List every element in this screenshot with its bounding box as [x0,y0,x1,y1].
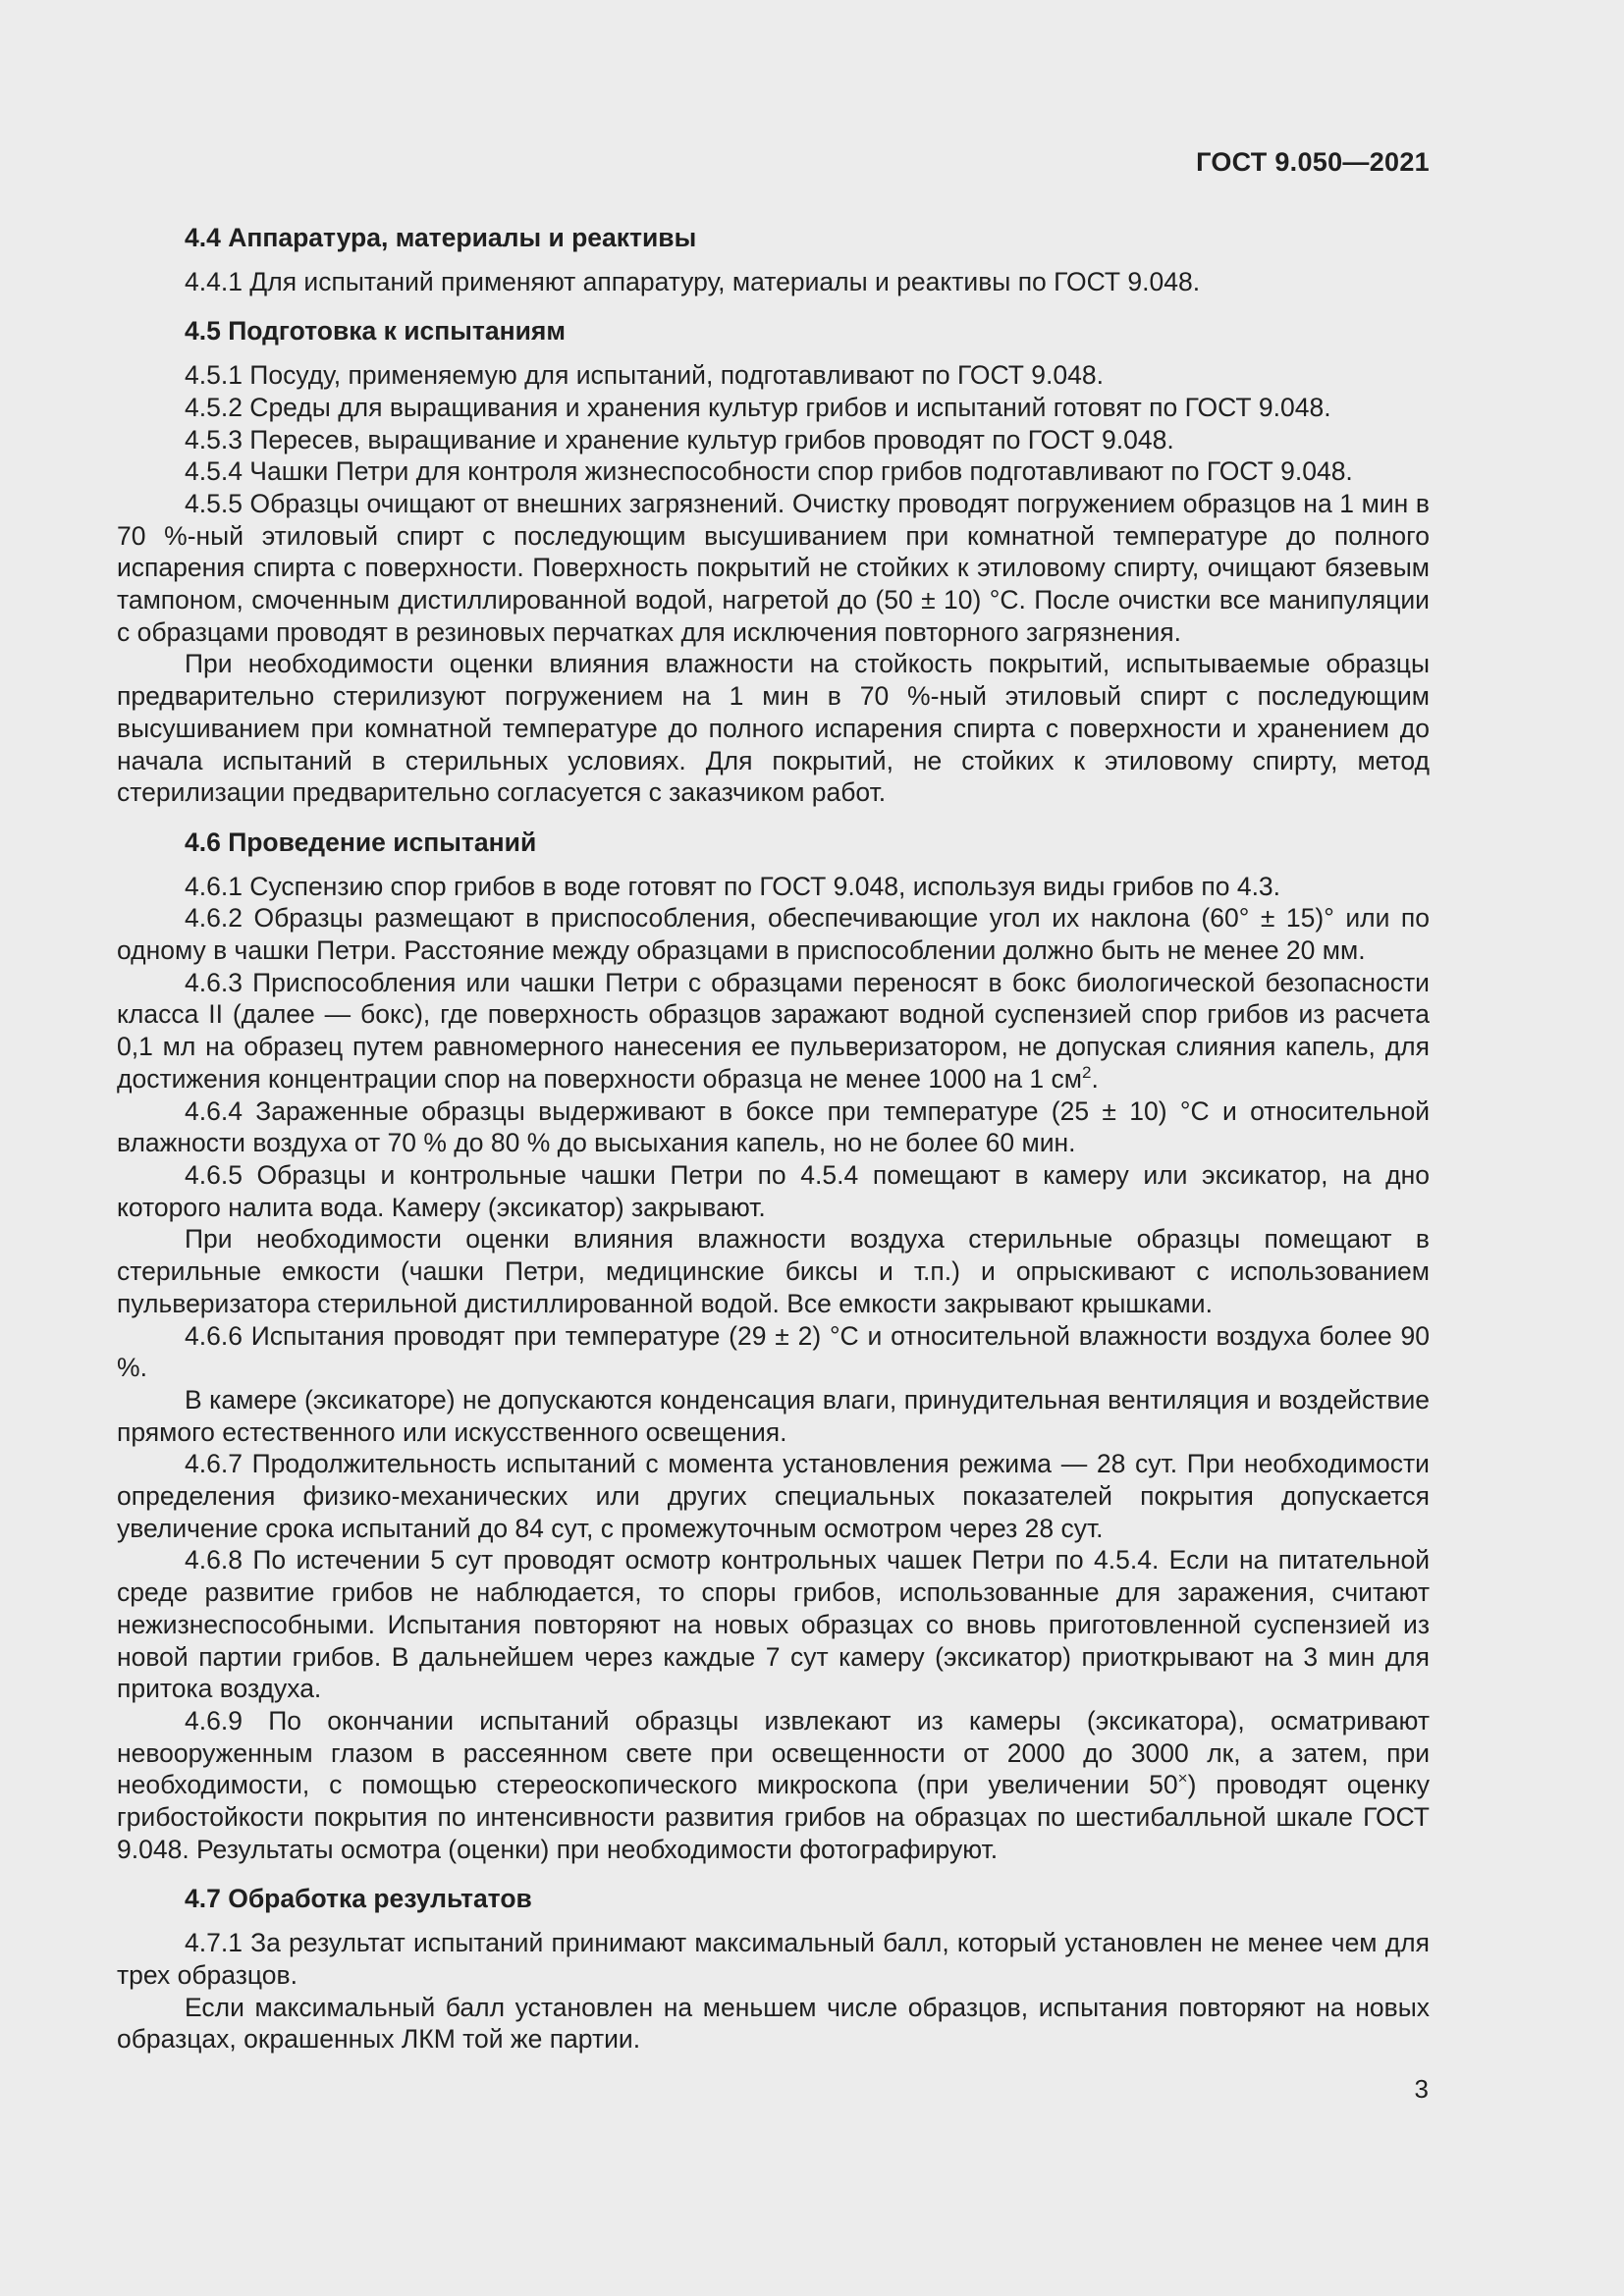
paragraph-4-6-9-text: 4.6.9 По окончании испытаний образцы извлекают из камеры (эксикатора), осматривают невооруженным глазом в рассеянном свете при освещенности от 2000 до 3000 лк, а затем, при необходимости, с помощью стереоскопического микроскопа (при увеличении 50 [117,1705,1430,1800]
paragraph-4-6-4: 4.6.4 Зараженные образцы выдерживают в боксе при температуре (25 ± 10) °С и относительной влажности воздуха от 70 % до 80 % до высыхания капель, но не более 60 мин. [117,1095,1430,1158]
section-heading-4-4: 4.4 Аппаратура, материалы и реактивы [185,223,697,252]
section-heading-4-5: 4.5 Подготовка к испытаниям [185,316,566,347]
superscript-squared: 2 [1081,1063,1092,1083]
paragraph-4-5-5-sterilization: При необходимости оценки влияния влажности на стойкость покрытий, испытываемые образцы предварительно стерилизуют погружением на 1 мин в 70 %-ный этиловый спирт с последующим высушиванием при комнатной температуре до полного испарения спирта с поверхности и хранением до начала испытаний в стерильных условиях. Для покрытий, не стойких к этиловому спирту, метод стерилизации предварительно согласуется с заказчиком работ. [117,649,1430,808]
paragraph-4-6-6-chamber: В камере (эксикаторе) не допускаются конденсация влаги, принудительная вентиляция и воздействие прямого естественного или искусственного освещения. [117,1384,1430,1447]
paragraph-4-6-3-end: . [1091,1063,1099,1094]
paragraph-4-6-1: 4.6.1 Суспензию спор грибов в воде готовят по ГОСТ 9.048, используя виды грибов по 4.3. [185,871,1281,901]
paragraph-4-6-9 [117,1705,1430,1866]
paragraph-4-6-5-humidity: При необходимости оценки влияния влажности воздуха стерильные образцы помещают в стерильные емкости (чашки Петри, медицинские биксы и т.п.) и опрыскивают с использованием пульверизатора стерильной дистиллированной водой. Все емкости закрывают крышками. [117,1224,1430,1318]
paragraph-4-6-7: 4.6.7 Продолжительность испытаний с момента установления режима — 28 сут. При необходимости определения физико-механических или других специальных показателей покрытия допускается увеличение срока испытаний до 84 сут, с промежуточным осмотром через 28 сут. [117,1449,1430,1543]
paragraph-4-5-4: 4.5.4 Чашки Петри для контроля жизнеспособности спор грибов подготавливают по ГОСТ 9.048. [185,456,1353,487]
paragraph-4-5-5: 4.5.5 Образцы очищают от внешних загрязнений. Очистку проводят погружением образцов на 1 мин в 70 %-ный этиловый спирт с последующим высушиванием при комнатной температуре до полного испарения спирта с поверхности. Поверхность покрытий не стойких к этиловому спирту, очищают бязевым тампоном, смоченным дистиллированной водой, нагретой до (50 ± 10) °С. После очистки все манипуляции с образцами проводят в резиновых перчатках для исключения повторного загрязнения. [117,488,1430,647]
paragraph-4-6-8: 4.6.8 По истечении 5 сут проводят осмотр контрольных чашек Петри по 4.5.4. Если на питательной среде развитие грибов не наблюдается, то споры грибов, использованные для заражения, считают нежизнеспособными. Испытания повторяют на новых образцах со вновь приготовленной суспензией из новой партии грибов. В дальнейшем через каждые 7 сут камеру (эксикатор) приоткрывают на 3 мин для притока воздуха. [117,1545,1430,1704]
paragraph-4-6-6: 4.6.6 Испытания проводят при температуре (29 ± 2) °С и относительной влажности воздуха более 90 %. [117,1320,1430,1383]
section-heading-4-7: 4.7 Обработка результатов [185,1884,532,1914]
paragraph-4-6-9-end: ) проводят оценку грибостойкости покрытия по интенсивности развития грибов на образцах по шестибалльной шкале ГОСТ 9.048. Результаты осмотра (оценки) при необходимости фотографируют. [117,1770,1430,1864]
document-id-header: ГОСТ 9.050—2021 [1196,147,1430,177]
paragraph-4-6-3-text: 4.6.3 Приспособления или чашки Петри с образцами переносят в бокс биологической безопасности класса II (далее — бокс), где поверхность образцов заражают водной суспензией спор грибов из расчета 0,1 мл на образец путем равномерного нанесения ее пульверизатором, не допуская слияния капель, для достижения концентрации спор на поверхности образца не менее 1000 на 1 см [117,967,1430,1094]
paragraph-4-6-2: 4.6.2 Образцы размещают в приспособления, обеспечивающие угол их наклона (60° ± 15)° или по одному в чашки Петри. Расстояние между образцами в приспособлении должно быть не менее 20 мм. [117,903,1430,966]
paragraph-4-5-3: 4.5.3 Пересев, выращивание и хранение культур грибов проводят по ГОСТ 9.048. [185,424,1174,454]
document-body [117,222,1430,2056]
paragraph-4-5-1: 4.5.1 Посуду, применяемую для испытаний, подготавливают по ГОСТ 9.048. [185,360,1104,391]
paragraph-4-6-3 [117,967,1430,1095]
paragraph-4-7-1-repeat: Если максимальный балл установлен на меньшем числе образцов, испытания повторяют на новых образцах, окрашенных ЛКМ той же партии. [117,1992,1430,2055]
paragraph-4-7-1: 4.7.1 За результат испытаний принимают максимальный балл, который установлен не менее чем для трех образцов. [117,1928,1430,1990]
page-number: 3 [1414,2074,1429,2104]
paragraph-4-6-5: 4.6.5 Образцы и контрольные чашки Петри по 4.5.4 помещают в камеру или эксикатор, на дно которого налита вода. Камеру (эксикатор) закрывают. [117,1159,1430,1222]
section-heading-4-6: 4.6 Проведение испытаний [185,827,537,857]
superscript-magnification: × [1177,1769,1188,1789]
paragraph-4-4-1: 4.4.1 Для испытаний применяют аппаратуру, материалы и реактивы по ГОСТ 9.048. [185,266,1201,296]
paragraph-4-5-2: 4.5.2 Среды для выращивания и хранения культур грибов и испытаний готовят по ГОСТ 9.048. [185,392,1331,422]
